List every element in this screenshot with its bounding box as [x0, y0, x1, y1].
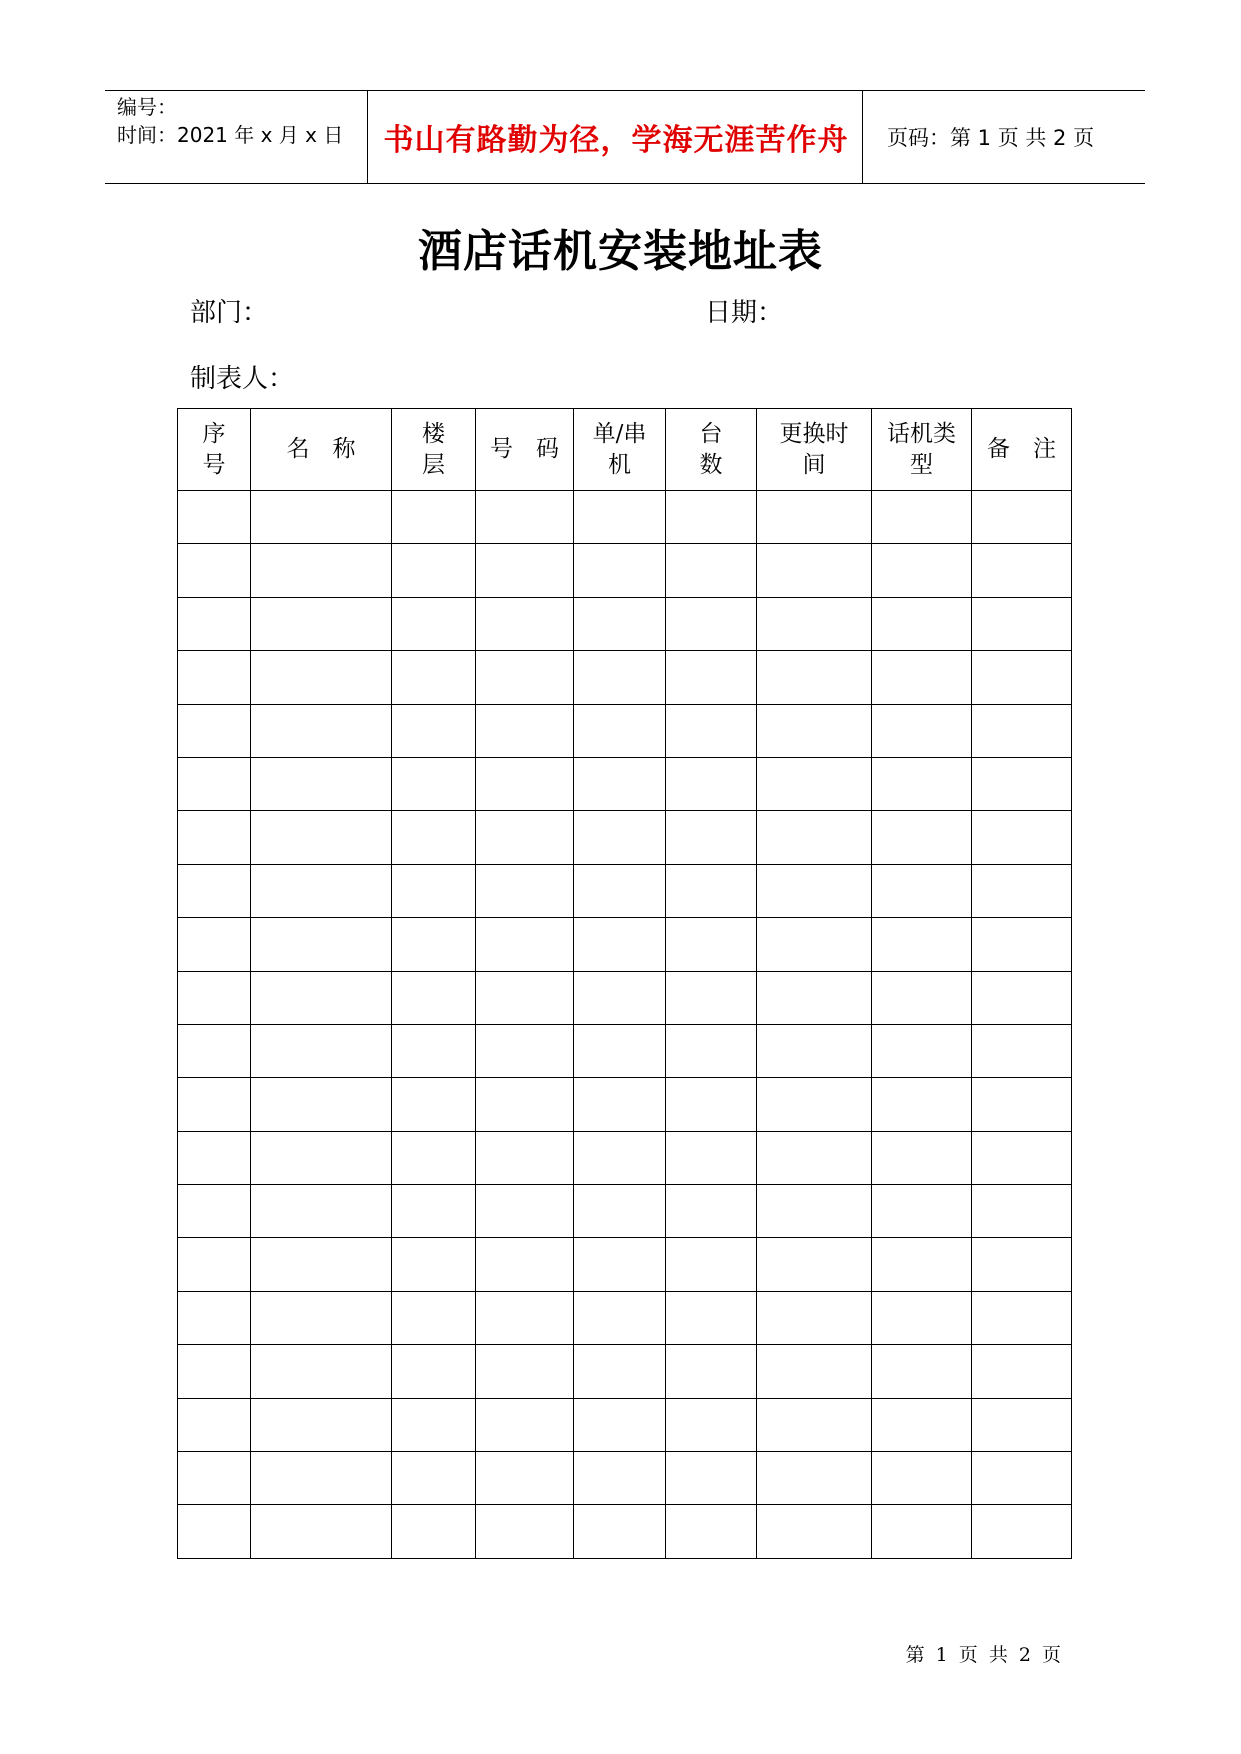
- table-cell: [476, 811, 574, 864]
- table-cell: [251, 1078, 392, 1131]
- table-cell: [476, 491, 574, 544]
- table-cell: [757, 1505, 872, 1558]
- table-cell: [574, 1131, 666, 1184]
- table-cell: [757, 651, 872, 704]
- table-cell: [574, 1505, 666, 1558]
- table-cell: [666, 544, 757, 597]
- table-cell: [972, 1238, 1072, 1291]
- table-cell: [476, 651, 574, 704]
- table-cell: [757, 491, 872, 544]
- table-cell: [757, 918, 872, 971]
- table-cell: [972, 864, 1072, 917]
- table-row: [178, 757, 1072, 810]
- table-cell: [251, 1185, 392, 1238]
- table-cell: [757, 1345, 872, 1398]
- document-time-label: 时间：2021 年 x 月 x 日: [117, 123, 344, 147]
- table-row: [178, 1024, 1072, 1077]
- column-header-number: 号 码: [476, 409, 574, 491]
- table-cell: [872, 651, 972, 704]
- table-cell: [251, 597, 392, 650]
- table-cell: [972, 811, 1072, 864]
- table-cell: [251, 918, 392, 971]
- document-number-label: 编号：: [117, 95, 177, 119]
- table-cell: [666, 1345, 757, 1398]
- table-cell: [972, 1505, 1072, 1558]
- table-cell: [392, 918, 476, 971]
- table-cell: [574, 651, 666, 704]
- table-cell: [392, 1345, 476, 1398]
- table-cell: [757, 597, 872, 650]
- table-cell: [872, 1345, 972, 1398]
- table-cell: [178, 1452, 251, 1505]
- table-cell: [476, 1131, 574, 1184]
- table-cell: [476, 757, 574, 810]
- table-cell: [872, 1131, 972, 1184]
- table-cell: [476, 1291, 574, 1344]
- table-cell: [666, 491, 757, 544]
- table-cell: [972, 1185, 1072, 1238]
- preparer-field: 制表人：: [190, 364, 295, 394]
- table-cell: [392, 597, 476, 650]
- table-cell: [392, 1505, 476, 1558]
- table-cell: [666, 1238, 757, 1291]
- table-cell: [757, 544, 872, 597]
- table-cell: [392, 971, 476, 1024]
- table-row: [178, 1452, 1072, 1505]
- table-cell: [574, 971, 666, 1024]
- table-cell: [178, 971, 251, 1024]
- table-cell: [251, 651, 392, 704]
- table-cell: [872, 864, 972, 917]
- table-cell: [972, 491, 1072, 544]
- table-cell: [972, 704, 1072, 757]
- table-cell: [178, 811, 251, 864]
- header-divider: [862, 91, 863, 183]
- table-cell: [872, 704, 972, 757]
- table-row: [178, 491, 1072, 544]
- table-cell: [574, 1291, 666, 1344]
- table-cell: [178, 757, 251, 810]
- table-cell: [251, 1505, 392, 1558]
- table-cell: [392, 1024, 476, 1077]
- header-info: [117, 93, 367, 149]
- table-row: [178, 651, 1072, 704]
- table-cell: [574, 597, 666, 650]
- table-cell: [392, 1078, 476, 1131]
- table-cell: [872, 757, 972, 810]
- table-cell: [666, 1078, 757, 1131]
- table-cell: [476, 597, 574, 650]
- table-cell: [972, 597, 1072, 650]
- table-row: [178, 1131, 1072, 1184]
- phone-address-table: [177, 408, 1072, 1559]
- table-cell: [972, 1024, 1072, 1077]
- table-cell: [666, 1131, 757, 1184]
- table-cell: [757, 811, 872, 864]
- table-cell: [574, 704, 666, 757]
- table-cell: [392, 704, 476, 757]
- table-cell: [972, 757, 1072, 810]
- table-cell: [574, 1452, 666, 1505]
- table-cell: [178, 918, 251, 971]
- table-cell: [178, 1185, 251, 1238]
- table-cell: [757, 1185, 872, 1238]
- table-cell: [757, 1024, 872, 1077]
- table-cell: [666, 971, 757, 1024]
- table-cell: [178, 1078, 251, 1131]
- table-cell: [972, 544, 1072, 597]
- table-cell: [574, 491, 666, 544]
- table-cell: [392, 757, 476, 810]
- table-cell: [872, 1291, 972, 1344]
- table-cell: [574, 1238, 666, 1291]
- table-cell: [574, 1185, 666, 1238]
- table-cell: [666, 1024, 757, 1077]
- table-cell: [872, 597, 972, 650]
- table-cell: [574, 1398, 666, 1451]
- table-cell: [178, 1131, 251, 1184]
- column-header-phone-type: 话机类 型: [872, 409, 972, 491]
- table-cell: [476, 544, 574, 597]
- table-cell: [392, 1452, 476, 1505]
- table-cell: [476, 1185, 574, 1238]
- table-cell: [666, 864, 757, 917]
- table-row: [178, 1238, 1072, 1291]
- page-footer: 第 1 页 共 2 页: [905, 1644, 1061, 1666]
- column-header-serial: 序 号: [178, 409, 251, 491]
- table-cell: [757, 1078, 872, 1131]
- column-header-replace-time: 更换时 间: [757, 409, 872, 491]
- table-cell: [251, 864, 392, 917]
- table-cell: [972, 1398, 1072, 1451]
- table-cell: [666, 704, 757, 757]
- table-cell: [178, 1345, 251, 1398]
- table-cell: [666, 1185, 757, 1238]
- table-cell: [178, 704, 251, 757]
- table-cell: [972, 651, 1072, 704]
- header-motto: 书山有路勤为径，学海无涯苦作舟: [383, 123, 849, 158]
- table-cell: [666, 757, 757, 810]
- table-row: [178, 597, 1072, 650]
- table-cell: [251, 757, 392, 810]
- table-cell: [251, 704, 392, 757]
- table-cell: [574, 757, 666, 810]
- table-cell: [251, 1291, 392, 1344]
- table-row: [178, 1398, 1072, 1451]
- table-cell: [178, 1291, 251, 1344]
- table-cell: [666, 811, 757, 864]
- table-row: [178, 1345, 1072, 1398]
- table-cell: [392, 864, 476, 917]
- table-cell: [972, 1345, 1072, 1398]
- table-cell: [574, 918, 666, 971]
- table-cell: [476, 864, 574, 917]
- table-cell: [872, 1452, 972, 1505]
- table-cell: [574, 544, 666, 597]
- table-cell: [666, 918, 757, 971]
- table-cell: [757, 1238, 872, 1291]
- table-cell: [972, 1078, 1072, 1131]
- table-cell: [872, 811, 972, 864]
- table-row: [178, 1505, 1072, 1558]
- table-cell: [476, 1452, 574, 1505]
- table-cell: [251, 1452, 392, 1505]
- table-cell: [476, 1505, 574, 1558]
- table-cell: [251, 1398, 392, 1451]
- table-cell: [178, 1238, 251, 1291]
- table-cell: [757, 704, 872, 757]
- table-cell: [872, 1398, 972, 1451]
- header-divider: [367, 91, 368, 183]
- table-cell: [178, 651, 251, 704]
- table-cell: [476, 971, 574, 1024]
- header-page-code: 页码：第 1 页 共 2 页: [887, 126, 1095, 150]
- table-cell: [972, 1291, 1072, 1344]
- table-cell: [666, 1505, 757, 1558]
- column-header-floor: 楼 层: [392, 409, 476, 491]
- table-cell: [872, 544, 972, 597]
- table-cell: [392, 544, 476, 597]
- table-cell: [251, 544, 392, 597]
- table-cell: [476, 918, 574, 971]
- table-cell: [392, 811, 476, 864]
- table-cell: [476, 1345, 574, 1398]
- table-cell: [251, 1345, 392, 1398]
- table-cell: [476, 1398, 574, 1451]
- table-cell: [757, 757, 872, 810]
- table-row: [178, 811, 1072, 864]
- table-row: [178, 864, 1072, 917]
- table-cell: [251, 1131, 392, 1184]
- table-cell: [574, 864, 666, 917]
- table-row: [178, 918, 1072, 971]
- page-title: 酒店话机安装地址表: [418, 226, 823, 277]
- table-cell: [392, 651, 476, 704]
- table-cell: [178, 491, 251, 544]
- table-cell: [392, 1291, 476, 1344]
- table-cell: [872, 971, 972, 1024]
- table-cell: [476, 1024, 574, 1077]
- table-cell: [666, 597, 757, 650]
- table-row: [178, 1291, 1072, 1344]
- table-cell: [178, 597, 251, 650]
- table-cell: [972, 971, 1072, 1024]
- table-cell: [178, 1398, 251, 1451]
- table-cell: [757, 1291, 872, 1344]
- table-row: [178, 704, 1072, 757]
- table-cell: [476, 704, 574, 757]
- table-cell: [872, 918, 972, 971]
- table-cell: [574, 1345, 666, 1398]
- table-row: [178, 544, 1072, 597]
- table-cell: [757, 971, 872, 1024]
- table-cell: [178, 1505, 251, 1558]
- table-cell: [872, 491, 972, 544]
- table-cell: [574, 811, 666, 864]
- table-cell: [392, 1185, 476, 1238]
- table-cell: [757, 1131, 872, 1184]
- table-cell: [757, 864, 872, 917]
- document-header: [105, 90, 1145, 184]
- table-cell: [872, 1024, 972, 1077]
- table-cell: [178, 864, 251, 917]
- column-header-quantity: 台 数: [666, 409, 757, 491]
- table-row: [178, 1185, 1072, 1238]
- table-cell: [666, 1398, 757, 1451]
- table-row: [178, 971, 1072, 1024]
- table-header-row: [178, 409, 1072, 491]
- table-cell: [574, 1024, 666, 1077]
- table-cell: [251, 1024, 392, 1077]
- table-cell: [178, 544, 251, 597]
- column-header-single-serial: 单/串 机: [574, 409, 666, 491]
- table-cell: [972, 1131, 1072, 1184]
- table-cell: [666, 651, 757, 704]
- table-body: [178, 491, 1072, 1559]
- table-cell: [872, 1185, 972, 1238]
- table-cell: [666, 1291, 757, 1344]
- table-cell: [251, 1238, 392, 1291]
- table-cell: [251, 811, 392, 864]
- table-cell: [392, 1238, 476, 1291]
- table-cell: [476, 1238, 574, 1291]
- table-cell: [972, 1452, 1072, 1505]
- table-cell: [872, 1505, 972, 1558]
- table-cell: [666, 1452, 757, 1505]
- date-field: 日期：: [705, 298, 784, 328]
- column-header-remarks: 备 注: [972, 409, 1072, 491]
- column-header-name: 名 称: [251, 409, 392, 491]
- table-cell: [251, 491, 392, 544]
- table-cell: [872, 1078, 972, 1131]
- table-cell: [872, 1238, 972, 1291]
- table-cell: [392, 1398, 476, 1451]
- table-cell: [757, 1452, 872, 1505]
- table-cell: [757, 1398, 872, 1451]
- table-cell: [476, 1078, 574, 1131]
- department-field: 部门：: [190, 298, 269, 328]
- table-cell: [251, 971, 392, 1024]
- table-row: [178, 1078, 1072, 1131]
- table-cell: [972, 918, 1072, 971]
- table-cell: [178, 1024, 251, 1077]
- table-cell: [392, 1131, 476, 1184]
- table-cell: [574, 1078, 666, 1131]
- table-cell: [392, 491, 476, 544]
